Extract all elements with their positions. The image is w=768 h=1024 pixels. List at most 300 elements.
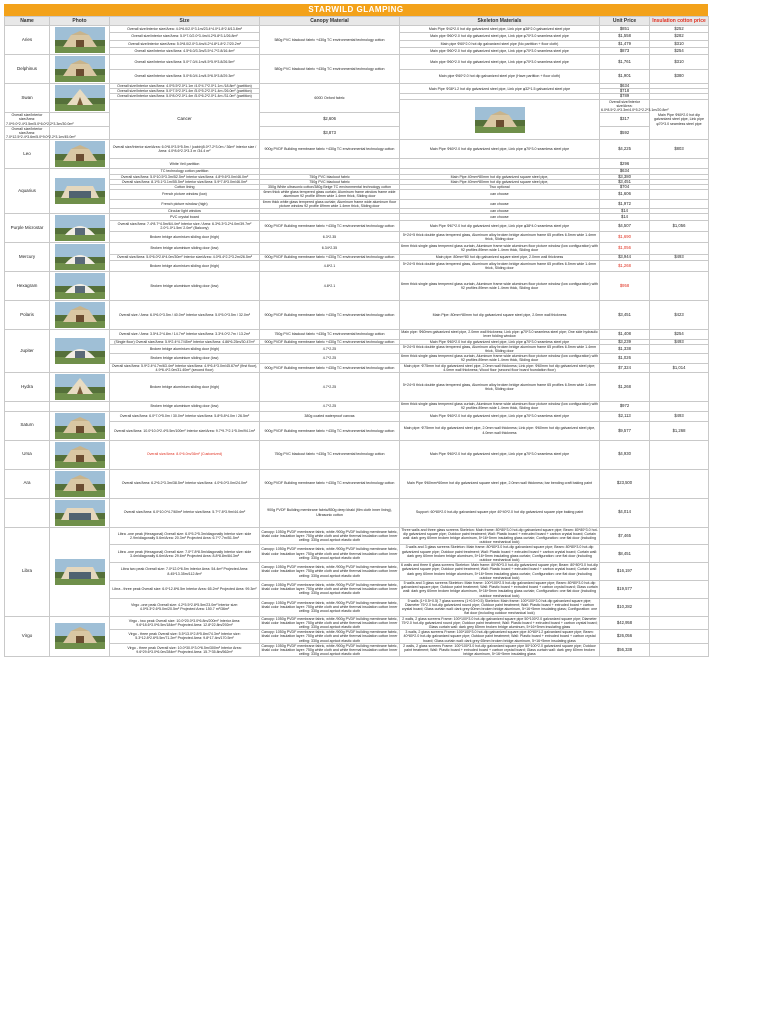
- unit-price: $2,606: [260, 113, 400, 127]
- skeleton-material: 5+24+5 thick double glass tempered glass, Aluminum alloy broken bridge aluminum frame 65 profiles 6.5mm wide 1.4mm thick, Sliding door: [400, 231, 600, 242]
- skeleton-material: Main pipe Φ60*2.0 hot dip galvanized steel pipe, Link pipe φ70*3.0 seamless steel pipe: [400, 55, 600, 70]
- unit-price: $296: [600, 159, 650, 169]
- product-name: Swan: [5, 84, 50, 113]
- tent-photo: [55, 56, 105, 82]
- size-spec: Libra two peak Overall size: 7.0*12.0*6.5m Interior Area: 54.4m² Projected Area: 8.45*13.35m/112.8m²: [110, 563, 260, 581]
- unit-price: $1,606: [600, 190, 650, 199]
- unit-price: $9,577: [600, 421, 650, 440]
- size-spec: Overall size/Area: 6.0*7.0*5.0m / 30.0m² Interior size/Area: 5.8*5.8*4.0m / 26.5m²: [110, 411, 260, 421]
- cotton-price: [650, 598, 709, 616]
- table-row: [5, 199, 709, 208]
- skeleton-material: Main Pipe Φ60mm*60mm hot dip galvanized square steel pipe, 2.0mm wall thickness; bar bending craft baking paint: [400, 469, 600, 498]
- size-spec: Overall size/Area: 7.4*8.7*4.5m/64.4m² Interior size / Area: 6.3*6.3*3.2*4.0m/39.7m² 2.0*1.0*1.5m/ 2.0m² (Balcony): [110, 220, 260, 231]
- header-cotton-price: Insulation cotton price: [650, 17, 709, 26]
- cotton-price: [650, 231, 709, 242]
- size-spec: Overall size/Area: 5.0*10.5*3.3m/52.5m² Interior size/Area: 4.8*9.6*3.0m/46.0m²: [110, 174, 260, 179]
- unit-price: $1,026: [600, 354, 650, 363]
- unit-price: $1,056: [600, 243, 650, 254]
- skeleton-material: 6 walls and three 6 glass screens Skeleton: Main frame: 80*80*3.0 hot-dip galvanized square pipe; Beam: 80*80*3.0 hot-dip galvanized square pipe; Outdoor paint treatment; Wall: Plastic board + extruded board + carbon crystal board; Curtain wall: dark grey 60mm broken bridge aluminum, 5+16+5mm insulating glass curtain; Configuration: one flat door (including outdoor mechanical lock): [401, 563, 598, 580]
- skeleton-material: 6mm thick single glass tempered glass curtain, Aluminum frame wide aluminum floor picture window (low configuration) with 92 profiles 89mm wide 1.4mm thick, Sliding door: [401, 402, 598, 411]
- cotton-price: [650, 563, 709, 581]
- product-name: Hydra: [5, 373, 50, 402]
- unit-price: $1,268: [600, 373, 650, 402]
- table-row: [5, 598, 709, 616]
- size-spec: Overall size/Area: 6.2*6.2*3.3m/38.5m² Interior size/Area: 4.0*6.0*3.0m/24.0m²: [110, 469, 260, 498]
- unit-price: $704: [600, 185, 650, 190]
- skeleton-material: Main Pipe Φ42*2.0 hot dip galvanized steel pipe, Link pipe φ38*2.0 galvanized steel pipe: [400, 26, 600, 33]
- skeleton-material: can choose: [400, 199, 600, 208]
- canopy-material: 4.8*2.1: [260, 260, 400, 271]
- skeleton-material: Support: 60*80*2.0 hot-dip galvanized square pipe 40*40*2.0 hot dip galvanized square pipe baking paint: [400, 498, 600, 527]
- table-row: [5, 616, 709, 630]
- skeleton-material: Main Pipe Φ60*2.0 hot dip galvanized steel pipe, Link pipe φ70*3.0 seamless steel pipe: [400, 411, 600, 421]
- size-spec: Virgo - three peak Overall size: 5.5*13.0*2.8*5.8m/74.3m² Interior size: 5.3*12.8*2.6*5.5m/71.2m² Projected Area: 9.8*17.4m/170.5m²: [110, 630, 260, 644]
- unit-price: $16,197: [600, 563, 650, 581]
- unit-price: $3,451: [600, 179, 650, 184]
- canopy-material: 900g PVDF Building membrane fabric +430g TC environmental technology cotton: [260, 140, 400, 159]
- table-row: [5, 243, 709, 254]
- product-name: Leo: [5, 140, 50, 169]
- size-spec: PVC crystal board: [110, 214, 260, 220]
- canopy-material: 6mm thick white glass tempered glass curtain; Aluminum frame window frame wide aluminum 92 profile 89mm wide 1.4mm thick, Sliding door: [260, 190, 400, 199]
- size-spec: Circular light window: [110, 209, 260, 214]
- unit-price: $7,465: [600, 527, 650, 545]
- unit-price: $1,558: [600, 33, 650, 40]
- skeleton-material: [400, 159, 600, 169]
- skeleton-material: Main pipe Φ60*2.0 hot dip galvanized steel pipe (Have partition + floor cloth): [400, 69, 600, 84]
- size-spec: Overall size/Area: 8.0*6.0m/36m² (Customized): [110, 440, 260, 469]
- unit-price: $4,507: [600, 220, 650, 231]
- unit-price: $1,761: [600, 55, 650, 70]
- size-spec: Overall size/interior size/Area: 4.5*6.0/3.3m/3.5*4.7*2.8/16.4m²: [110, 47, 260, 54]
- cotton-price: $803: [650, 140, 709, 159]
- cotton-price: [650, 580, 709, 598]
- size-spec: Overall size/Interior size/Area: 5.0*8.0*2.0*1.4m /5.0*6.2*2.0*1.4m /31.0m² (partition): [110, 94, 260, 99]
- product-table: [4, 16, 709, 657]
- unit-price: $14: [600, 214, 650, 220]
- canopy-material: 750g PVC blackout fabric: [260, 174, 400, 179]
- skeleton-material: Three walls and three glass screens Skeleton: Main frame: 80*80*3.0 hot-dip galvanized square pipe; Beam: 80*80*3.0 hot-dip galvanized square pipe; Outdoor paint treatment; Wall: Plastic board + extruded board + carbon crystal board; Curtain wall: dark grey 60mm broken bridge aluminum, 5+16+5mm insulating glass curtain; Configuration: one flat door (including outdoor mechanical lock): [401, 527, 598, 545]
- product-name: Ursa: [5, 440, 50, 469]
- product-photo-cell: [50, 243, 110, 272]
- table-row: [5, 354, 709, 363]
- table-row: [5, 373, 709, 402]
- size-spec: Libra -one peak (Hexagonal) Overall size: 6.0*5.2*5.3m/diagonally Interior size: side 2.9m/diagonally 5.6m/Area: 20.3m² Projected Area: 6.7*7.7m/51.5m²: [110, 527, 260, 545]
- cotton-price: $1,014: [650, 363, 709, 372]
- canopy-material: 900g PVDF Building membrane fabric +430g TC environmental technology cotton: [260, 301, 400, 330]
- skeleton-material: 6mm thick single glass tempered glass curtain, Aluminum frame wide aluminum floor picture window (low configuration) with 92 profiles 89mm wide 1.4mm thick, Sliding door: [401, 354, 598, 363]
- table-row: [5, 469, 709, 498]
- canopy-material: 900g PVDF Building membrane fabric +430g TC environmental technology cotton: [260, 254, 400, 260]
- skeleton-material: Main Pipe Φ60*2.0 hot dip galvanized steel pipe, Link pipe φ70*3.0 seamless steel pipe: [400, 440, 600, 469]
- cotton-price: [650, 199, 709, 208]
- skeleton-material: Main Pipe 40mm*80mm hot dip galvanized square steel pipe,: [400, 179, 600, 184]
- skeleton-material: 6mm thick single glass tempered glass curtain, Aluminum frame wide aluminum floor picture window (low configuration) with 92 profiles 89mm wide 1.4mm thick, Sliding door: [400, 272, 600, 301]
- size-spec: Overall size / Area: 3.5*4.2*4.8m / 14.7m² Interior size/Area: 3.3*4.0*2.7m / 13.2m²: [110, 330, 260, 339]
- product-name: [5, 402, 50, 411]
- cotton-price: $282: [650, 33, 709, 40]
- product-name: Libra: [5, 527, 50, 616]
- cotton-price: $252: [650, 26, 709, 33]
- product-photo-cell: [50, 55, 110, 84]
- product-photo-cell: [400, 99, 600, 140]
- unit-price: $873: [600, 47, 650, 54]
- cotton-price: $310: [650, 55, 709, 70]
- skeleton-material: 3 walls, 2 glass screens Frame: 100*100*3.0 hot-dip galvanized square pipe 40*80*1.2 galvanized square pipe; Beam: 40*80*2.0 hot-dip galvanized square pipe; Outdoor paint treatment; Wall: Plastic board + extruded board + carbon crystal board; Glass curtain wall: dark grey 65mm broken bridge aluminum, 5+16+5mm insulating glass: [400, 630, 600, 644]
- tent-photo: [475, 107, 525, 133]
- unit-price: $634: [600, 84, 650, 89]
- canopy-material: Canopy: 1050g PVDF membrane fabric, white /900g PVDF building membrane fabric, khaki color Insulation layer: 750g white cloth and white thermal insulation cotton Inner ceiling: 330g wood apricot elastic cloth: [260, 545, 400, 563]
- skeleton-material: Main Pipe 40mm*80mm hot dip galvanized square steel pipe,: [400, 174, 600, 179]
- table-row: [5, 421, 709, 440]
- cotton-price: $310: [650, 40, 709, 47]
- unit-price: $56,338: [600, 643, 650, 657]
- size-spec: Broken bridge aluminium sliding door (low): [110, 243, 260, 254]
- canopy-material: 6mm thick white glass tempered glass curtain; Aluminum frame wide aluminum floor picture window 92 profile 89mm wide 1.4mm thick, Sliding door: [260, 199, 400, 208]
- table-row: [5, 498, 709, 527]
- header-size: Size: [110, 17, 260, 26]
- unit-price: $1,479: [600, 40, 650, 47]
- tent-photo: [55, 623, 105, 649]
- tent-photo: [55, 85, 105, 111]
- skeleton-material: Main Pipe Φ67*2.0 hot dip galvanized steel pipe, Link pipe φ38*4.0 seamless steel pipe: [400, 220, 600, 231]
- product-photo-cell: [50, 616, 110, 657]
- skeleton-material: Main Pipe Φ60*2.0 hot dip galvanized steel pipe, Link pipe φ70*3.0 seamless steel pipe: [400, 339, 600, 344]
- cotton-price: [650, 373, 709, 402]
- cotton-price: [650, 440, 709, 469]
- cotton-price: [650, 344, 709, 353]
- unit-price: $4,225: [600, 140, 650, 159]
- size-spec: Virgo - three peak Overall size: 10.0*30.0*3.0*6.5m/300m² Interior Area: 9.6*29.6*3.0*6.0m/284m² Projected Area: 15.7*35.8m/562m²: [110, 643, 260, 657]
- table-row: [5, 260, 709, 271]
- table-row: [5, 55, 709, 70]
- size-spec: Broken bridge aluminium sliding door (high): [110, 231, 260, 242]
- table-row: [5, 220, 709, 231]
- canopy-material: Canopy: 1050g PVDF membrane fabric, white /900g PVDF building membrane fabric, khaki color Insulation layer: 750g white cloth and white thermal insulation cotton Inner ceiling: 330g wood apricot elastic cloth: [260, 598, 400, 616]
- tent-photo: [55, 273, 105, 299]
- canopy-material: Canopy: 1050g PVDF membrane fabric, white /900g PVDF building membrane fabric, khaki color Insulation layer: 750g white cloth and white thermal insulation cotton Inner ceiling: 330g wood apricot elastic cloth: [261, 616, 398, 629]
- skeleton-material: Main pipe: 80mm*80 hot dip galvanized square steel pipe, 2.0mm wall thickness: [400, 254, 600, 260]
- table-row: [5, 643, 709, 657]
- skeleton-material: Main pipe Φ60*2.0 hot dip galvanized steel pipe (No partition + floor cloth): [400, 40, 600, 47]
- size-spec: Overall size/interior size/Area: 5.0*8.0/2.0*3.4m/4.2*4.8*1.8*2.7/20.2m²: [110, 40, 260, 47]
- cotton-price: [650, 260, 709, 271]
- size-spec: Cotton lining: [110, 185, 260, 190]
- canopy-material: 900g PVDF Building membrane fabric +430g TC environmental technology cotton: [260, 363, 400, 372]
- unit-price: $718: [600, 89, 650, 94]
- product-photo-cell: [50, 373, 110, 402]
- price-sheet: [4, 4, 708, 657]
- canopy-material: Canopy: 1050g PVDF membrane fabric, white /900g PVDF building membrane fabric, khaki color Insulation layer: 750g white cloth and white thermal insulation cotton Inner ceiling: 330g wood apricot elastic cloth: [261, 643, 398, 657]
- skeleton-material: 5+24+5 thick double glass tempered glass, Aluminum alloy broken bridge aluminum frame 65 profiles 6.5mm wide 1.4mm thick, Sliding door: [400, 373, 600, 402]
- product-photo-cell: [50, 301, 110, 330]
- table-row: [5, 301, 709, 330]
- tent-photo: [55, 374, 105, 400]
- size-spec: Libra - three peak Overall size: 6.0*12.8*6.5m Interior Area: 65.2m² Projected Area: 99.3m²: [110, 580, 260, 598]
- size-spec: Overall size/Area: 8.1*5.1*3.1m/55.5m² Interior size/Area: 5.9*7.8*3.0m/46.0m²: [110, 179, 260, 184]
- size-spec: Overall size / Area: 6.0*6.0*3.5m / 40.0m² Interior size/Area: 5.0*5.0*3.5m / 32.0m²: [110, 301, 260, 330]
- skeleton-material: Main Pipe Φ60*2.0 hot dip galvanized steel pipe, Link pipe φ70*3.0 seamless steel pipe: [400, 140, 600, 159]
- cotton-price: $493: [650, 339, 709, 344]
- unit-price: $1,268: [600, 260, 650, 271]
- product-name: Mercury: [5, 243, 50, 272]
- table-row: [5, 190, 709, 199]
- unit-price: $4,930: [600, 440, 650, 469]
- cotton-price: [650, 190, 709, 199]
- size-spec: (Single floor) Overall size/Area: 5.9*2.4*4.7/45m² Interior size/Area: 4.86*6.25m/30.47m²: [110, 339, 260, 344]
- canopy-material: 6.34*2.35: [260, 243, 400, 254]
- unit-price: $10,282: [600, 598, 650, 616]
- header-canopy: Canopy Material: [260, 17, 400, 26]
- header-name: Name: [5, 17, 50, 26]
- product-photo-cell: [50, 498, 110, 527]
- table-row: [5, 545, 709, 563]
- table-body: [5, 26, 709, 657]
- skeleton-material: Main Pipe Φ38*1.2 hot dip galvanized steel pipe, Link pipe φ32*1.5 galvanized steel pipe: [400, 84, 600, 94]
- table-row: [5, 440, 709, 469]
- table-row: [5, 363, 709, 372]
- skeleton-material: 5 walls and 3 glass screens Skeleton: Main frame: 100*100*2.5 hot-dip galvanized square pipe; Beam: 80*80*3.0 hot-dip galvanized square pipe; Outdoor paint treatment; Wall: Plastic board + extruded board + carbon crystal board; Glass curtain wall: dark grey 60mm broken bridge aluminum, 5+16+5mm insulating glass curtain; Configuration: one flat door (including outdoor mechanical lock): [401, 580, 598, 598]
- skeleton-material: can choose: [400, 190, 600, 199]
- canopy-material: 4.8*2.1: [260, 272, 400, 301]
- cotton-price: [650, 354, 709, 363]
- product-photo-cell: [50, 527, 110, 616]
- skeleton-material: 2 walls, 2 glass screens Frame: 100*100*3.0 hot-dip galvanized square pipe 50*100*2.0 galvanized square pipe; Diameter 75*2.0 hot-dip galvanized round pipe; Outdoor paint treatment; Wall: Plastic board + extruded board + carbon crystal board; Glass curtain wall: dark grey 65mm broken bridge aluminum, 5+16+5mm insulating glass: [401, 616, 598, 629]
- size-spec: Virgo - two peak Overall size: 10.0*20.0*3.0*6.8m/200m² Interior Area: 9.6*18.6*3.0*6.5m/184m² Projected Area: 12.8*22.8m/292m²: [110, 616, 260, 630]
- size-spec: Virgo -one peak Overall size: 4.2*5.5*2.8*5.5m/23.0m² Interior size: 4.0*5.3*2.6*5.0m/20.5m² Projected Area: 150.7 m²/36m²: [110, 598, 260, 616]
- cotton-price: [650, 272, 709, 301]
- tent-photo: [55, 141, 105, 167]
- cotton-price: $380: [650, 69, 709, 84]
- canopy-material: 380g coated waterproof canvas: [260, 411, 400, 421]
- canopy-material: 350g White ultrasonic cotton/380g Beige TC environmental technology cotton: [260, 185, 400, 190]
- cotton-price: [650, 402, 709, 411]
- product-name: Aries: [5, 26, 50, 55]
- skeleton-material: Main Pipe: 80mm*80mm hot dip galvanized square steel pipe, 2.0mm wall thickness: [400, 301, 600, 330]
- unit-price: $3,380: [600, 174, 650, 179]
- product-photo-cell: [50, 26, 110, 55]
- tent-photo: [55, 27, 105, 53]
- canopy-material: 6.3*2.35: [260, 231, 400, 242]
- tent-photo: [55, 244, 105, 270]
- skeleton-material: 2 walls, 2 glass screens Frame: 100*100*3.0 hot-dip galvanized square pipe 50*100*2.0 galvanized square pipe; Outdoor paint treatment; Wall: Plastic board + extruded board + carbon crystal board; Glass curtain wall: dark grey 60mm broken bridge aluminum, 5+16+5mm insulating glass: [400, 643, 600, 657]
- product-name: Cancer: [110, 99, 260, 140]
- size-spec: Overall size/Area: 5.0*6.0*2.6*4.0m/30m² Interior size/Area: 4.0*5.4*2.2*3.2m/26.5m²: [110, 254, 260, 260]
- product-photo-cell: [50, 469, 110, 498]
- skeleton-material: can choose: [400, 209, 600, 214]
- cotton-price: [650, 498, 709, 527]
- product-photo-cell: [50, 440, 110, 469]
- product-name: Aquarius: [5, 169, 50, 214]
- unit-price: $3,944: [600, 254, 650, 260]
- table-row: [5, 26, 709, 33]
- size-spec: Overall size/interior size/Area: 5.0*7.0/2.0*3.4m/4.2*5.8*3.1/26.8m²: [110, 33, 260, 40]
- skeleton-material: Main Pipe Φ60*2.0 hot dip galvanized steel pipe, Link pipe φ70*3.0 seamless steel pipe: [650, 99, 709, 140]
- cotton-price: $493: [650, 411, 709, 421]
- unit-price: $8,451: [600, 545, 650, 563]
- size-spec: Overall size/interior size/Area: 5.0*8.0/4.1m/4.5*6.5*3.8/29.3m²: [110, 69, 260, 84]
- canopy-material: Canopy: 1050g PVDF membrane fabric, white /900g PVDF building membrane fabric, khaki color Insulation layer: 750g white cloth and white thermal insulation cotton Inner ceiling: 330g wood apricot elastic cloth: [260, 563, 400, 581]
- skeleton-material: Two optional: [400, 185, 600, 190]
- unit-price: $851: [600, 26, 650, 33]
- product-photo-cell: [50, 84, 110, 113]
- unit-price: $972: [600, 402, 650, 411]
- cotton-price: $317: [600, 113, 650, 127]
- table-row: [5, 231, 709, 242]
- product-name: Hexagram: [5, 272, 50, 301]
- size-spec: French picture window (low): [110, 190, 260, 199]
- size-spec: French picture window (high): [110, 199, 260, 208]
- size-spec: Overall size/Interior size/Area: 5.0*7.5*2.0*1.4m /5.0*5.2*2.0*1.4m /26.0m² (partition): [110, 89, 260, 94]
- cotton-price: [650, 545, 709, 563]
- size-spec: Broken bridge aluminium sliding door (low): [110, 272, 260, 301]
- unit-price: $3,451: [600, 301, 650, 330]
- cotton-price: [650, 630, 709, 644]
- canopy-material: 600D Oxford fabric: [260, 84, 400, 113]
- canopy-material: 900g PVDF Building membrane fabric +430g TC environmental technology cotton: [260, 220, 400, 231]
- cotton-price: [650, 159, 709, 169]
- unit-price: $634: [600, 169, 650, 174]
- product-name: [5, 498, 50, 527]
- cotton-price: [650, 616, 709, 630]
- unit-price: $26,056: [600, 630, 650, 644]
- table-row: [5, 330, 709, 339]
- size-spec: Overall size/interior size/Area: 5.0*7.0/4.1m/4.5*5.9*3.8/26.5m²: [110, 55, 260, 70]
- size-spec: TC technology cotton partition: [110, 169, 260, 174]
- canopy-material: 900g PVDF Building membrane fabric +430g TC environmental technology cotton: [260, 339, 400, 344]
- product-photo-cell: [50, 214, 110, 243]
- size-spec: Broken bridge aluminium sliding door (low): [110, 402, 260, 411]
- canopy-material: 750g PVC blackout fabric: [260, 179, 400, 184]
- size-spec: White Veil partition: [110, 159, 260, 169]
- product-name: Polaris: [5, 301, 50, 330]
- unit-price: $23,500: [600, 469, 650, 498]
- size-spec: Overall size/Area: 10.0*10.0*2.4*5.5m/100m² Interior size/Area: 9.7*9.7*2.1*5.0m/94.1m²: [110, 421, 260, 440]
- skeleton-material: Main pipe Φ60*2.0 hot dip galvanized steel pipe, Link pipe φ70*3.0 seamless steel pipe: [400, 47, 600, 54]
- skeleton-material: can choose: [400, 214, 600, 220]
- skeleton-material: Main pipe: Φ75mm hot dip galvanized steel pipe, 2.0mm wall thickness; Link pipe: Φ60mm hot dip galvanized steel pipe; 4.0mm wall thickness; Wood floor (second floor board foundation floor): [400, 363, 600, 372]
- header-row: [5, 17, 709, 26]
- unit-price: $3,239: [600, 339, 650, 344]
- table-row: [5, 630, 709, 644]
- cotton-price: [650, 469, 709, 498]
- size-spec: Overall size/Interior size/Area: 6.0*8.5*2.4*3.3m/4.0*5.2*2.2*3.1m/20.8m²: [601, 99, 669, 113]
- canopy-material: 580g PVC blackout fabric +430g TC environmental technology cotton: [260, 55, 400, 84]
- canopy-material: Canopy: 1050g PVDF membrane fabric, white /900g PVDF building membrane fabric, khaki color Insulation layer: 750g white cloth and white thermal insulation cotton Inner ceiling: 330g wood apricot elastic cloth: [261, 630, 398, 643]
- cotton-price: $254: [650, 47, 709, 54]
- cotton-price: $592: [600, 126, 650, 140]
- table-row: [5, 527, 709, 545]
- canopy-material: Canopy: 1050g PVDF membrane fabric, white /900g PVDF building membrane fabric, khaki color Insulation layer: 750g white cloth and white thermal insulation cotton Inner ceiling: 330g wood apricot elastic cloth: [260, 527, 400, 545]
- unit-price: $1,338: [600, 344, 650, 353]
- canopy-material: 4.7*2.25: [260, 402, 400, 411]
- unit-price: $1,408: [600, 330, 650, 339]
- unit-price: $789: [600, 94, 650, 99]
- skeleton-material: Main pipe: Φ60mm galvanized steel pipe, 2.0mm wall thickness; Link pipe: φ70*3.0 seamless steel pipe; One side hydraulic lever folding window: [401, 330, 598, 339]
- skeleton-material: 5+24+5 thick double glass tempered glass, Aluminum alloy broken bridge aluminum frame 65 profiles 6.5mm wide 1.4mm thick, Sliding door: [400, 344, 600, 353]
- size-spec: Broken bridge aluminium sliding door (high): [110, 344, 260, 353]
- canopy-material: 4.7*2.25: [260, 354, 400, 363]
- cotton-price: [650, 643, 709, 657]
- canopy-material: 4.7*2.25: [260, 373, 400, 402]
- table-row: [5, 159, 709, 169]
- tent-photo: [55, 178, 105, 204]
- tent-photo: [55, 302, 105, 328]
- unit-price: $7,324: [600, 363, 650, 372]
- table-row: [5, 563, 709, 581]
- table-row: [5, 580, 709, 598]
- size-spec: Broken bridge aluminium sliding door (high): [110, 373, 260, 402]
- cotton-price: $493: [650, 254, 709, 260]
- canopy-material: 750g PVC blackout fabric +430g TC environmental technology cotton: [260, 440, 400, 469]
- tent-photo: [55, 442, 105, 468]
- skeleton-material: 3 walls and 3 glass screens Skeleton: Main frame: 80*80*3.0 hot-dip galvanized square pipe; Beam: 80*80*3.0 hot-dip galvanized square pipe; Outdoor paint treatment; Wall: Plastic board + extruded board + carbon crystal board; Curtain wall: dark grey 60mm broken bridge aluminum, 5+16+5mm insulating glass curtain; Configuration: one flat door (including outdoor mechanical lock): [400, 545, 600, 563]
- size-spec: Overall size/Interior size/Area: 7.0*9.0*2.4*3.5m/5.0*6.0*2.2*3.3m/30.0m²: [6, 113, 74, 126]
- table-row: [5, 402, 709, 411]
- unit-price: $1,972: [600, 199, 650, 208]
- unit-price: $1,690: [600, 231, 650, 242]
- size-spec: Broken bridge aluminium sliding door (high): [110, 260, 260, 271]
- size-spec: Broken bridge aluminium sliding door (low): [110, 354, 260, 363]
- size-spec: Overall size/Interior size/Area: 7.0*12.5*2.4*3.6m/5.0*9.0*2.2*3.1m/45.0m²: [6, 126, 76, 140]
- cotton-price: $423: [650, 301, 709, 330]
- cotton-price: $1,268: [650, 421, 709, 440]
- canopy-material: Canopy: 1050g PVDF membrane fabric, white /900g PVDF building membrane fabric, khaki color Insulation layer: 750g white cloth and white thermal insulation cotton Inner ceiling: 330g wood apricot elastic cloth: [260, 580, 400, 598]
- header-unit-price: Unit Price: [600, 17, 650, 26]
- product-photo-cell: [50, 140, 110, 169]
- skeleton-material: 5+24+5 thick double glass tempered glass, Aluminum alloy broken bridge aluminum frame 65 profiles 6.5mm wide 1.4mm thick, Sliding door: [400, 260, 600, 271]
- product-photo-cell: [50, 272, 110, 301]
- tent-photo: [55, 471, 105, 497]
- table-row: [5, 344, 709, 353]
- tent-photo: [55, 559, 105, 585]
- size-spec: Overall size/Interior size/Area: 6.0*8.0*3.5*5.5m / (cabin)5.0*7.2*3.0m / 36m² Interior size / Area: 4.0*8.6*2.3*3.3 m /34.4 m²: [110, 140, 260, 159]
- size-spec: Libra -one peak (Hexagonal) Overall size: 7.0*7.8*8.5m/diagonally Interior size: side 3.4m/diagonally 6.6m/Area: 29.6m² Projected Area: 8.8*8.8m/84.3m²: [110, 545, 260, 563]
- canopy-material: 580g PVC blackout fabric +430g TC environmental technology cotton: [260, 26, 400, 55]
- tent-photo: [55, 338, 105, 364]
- product-name: Ara: [5, 469, 50, 498]
- size-spec: Overall size/Interior size/Area: 4.0*5.5*2.0*1.1m /4.0*4.7*2.0*1.1m /18.8m² (partition): [110, 84, 260, 89]
- tent-photo: [55, 413, 105, 439]
- unit-price: $42,958: [600, 616, 650, 630]
- size-spec: Overall size/interior size/Area: 4.0*6.0/2.0*3.1m/23.4*4.0*1.8*2.6/13.8m²: [110, 26, 260, 33]
- size-spec: Overall size/Area: 6.0*10.0*4.7/60m² Interior size/Area: 5.7*7.8*3.9m/44.4m²: [110, 498, 260, 527]
- tent-photo: [55, 215, 105, 241]
- product-photo-cell: [50, 411, 110, 440]
- header-skeleton: Skeleton Materials: [400, 17, 600, 26]
- table-row: [5, 272, 709, 301]
- size-spec: Overall size/Area: 5.9*2.4*4.7m/63.4m² Interior size/Area: 4.9*6.4*3.0m/45.67m² (first floor), 4.9*6.4*2.0m/31.40m² (second floor): [110, 363, 260, 372]
- unit-price: $1,901: [600, 69, 650, 84]
- canopy-material: 900g PVDF Building membrane fabric/850g deep khaki (film cloth inner lining), Ultrasonic cotton: [260, 498, 400, 527]
- product-name: Purple Microstar: [5, 214, 50, 243]
- canopy-material: 4.7*2.25: [260, 344, 400, 353]
- skeleton-material: Main pipe Φ60*2.0 hot dip galvanized steel pipe, Link pipe φ70*3.0 seamless steel pipe: [400, 33, 600, 40]
- unit-price: $2,113: [600, 411, 650, 421]
- product-name: Saturn: [5, 411, 50, 440]
- unit-price: $4,014: [600, 498, 650, 527]
- unit-price: $3,873: [260, 126, 400, 140]
- canopy-material: [260, 159, 400, 169]
- cotton-price: $1,056: [650, 220, 709, 231]
- sheet-title: STARWILD GLAMPING: [4, 4, 708, 16]
- skeleton-material: Main pipe: Φ75mm hot dip galvanized steel pipe, 2.0mm wall thickness; Link pipe: Φ60mm hot dip galvanized steel pipe, 4.0mm wall thickness: [400, 421, 600, 440]
- table-row: [5, 411, 709, 421]
- cotton-price: [650, 243, 709, 254]
- product-photo-cell: [50, 330, 110, 373]
- cotton-price: $254: [650, 330, 709, 339]
- header-photo: Photo: [50, 17, 110, 26]
